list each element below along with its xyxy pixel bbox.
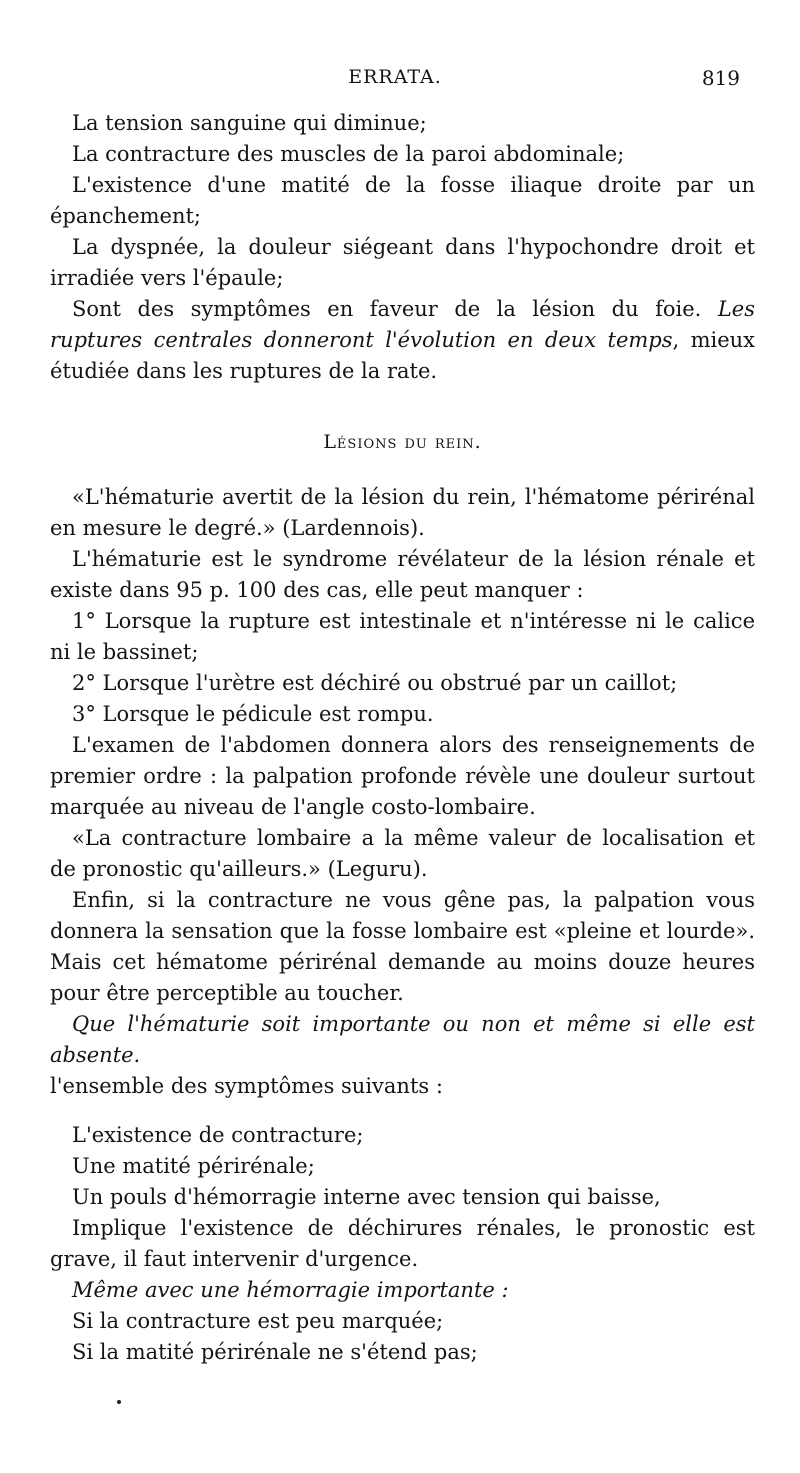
section-paragraph: Enfin, si la contracture ne vous gêne pas, la palpation vous donnera la sensation que la fosse lombaire est «pleine et lourde». Mais cet hématome périrénal demande au moins douze heures pour être perceptible au toucher. (50, 888, 755, 1005)
symptom-item: Une matité périrénale; (72, 1154, 315, 1178)
intro-paragraph: La dyspnée, la douleur siégeant dans l'hypochondre droit et irradiée vers l'épaule; (50, 235, 755, 290)
ink-speck (117, 1400, 121, 1404)
page-number: 819 (701, 66, 740, 90)
section-paragraph: 1° Lorsque la rupture est intestinale et n'intéresse ni le calice ni le bassinet; (50, 609, 755, 664)
running-header (50, 66, 740, 96)
section-paragraph: «La contracture lombaire a la même valeur de localisation et de pronostic qu'ailleurs.» (Leguru). (50, 826, 755, 881)
intro-paragraph: La tension sanguine qui diminue; (72, 111, 427, 135)
italic-lead: Même avec une hémorragie importante : (72, 1278, 509, 1302)
section-paragraph: 2° Lorsque l'urètre est déchiré ou obstrué par un caillot; (72, 671, 678, 695)
intro-closing-paragraph (50, 294, 755, 387)
intro-closing-italic: Les ruptures centrales donneront l'évolution en deux temps (50, 297, 755, 352)
italic-lead: Que l'hématurie soit importante ou non et même si elle est absente. (50, 1012, 755, 1067)
final-item: Si la matité périrénale ne s'étend pas; (72, 1340, 478, 1364)
intro-paragraph: La contracture des muscles de la paroi abdominale; (72, 142, 625, 166)
final-item: Si la contracture est peu marquée; (72, 1309, 444, 1333)
conclusion-paragraph: Implique l'existence de déchirures rénales, le pronostic est grave, il faut intervenir d'urgence. (50, 1216, 755, 1271)
running-title: ERRATA. (348, 66, 442, 88)
section-paragraph: L'hématurie est le syndrome révélateur de la lésion rénale et existe dans 95 p. 100 des cas, elle peut manquer : (50, 547, 755, 602)
intro-closing-tail: , mieux étudiée dans les ruptures de la rate. (50, 328, 755, 383)
intro-closing-text: Sont des symptômes en faveur de la lésion du foie. (72, 297, 718, 321)
intro-paragraph: L'existence d'une matité de la fosse iliaque droite par un épanchement; (50, 173, 755, 228)
symptom-item: L'existence de contracture; (72, 1123, 364, 1147)
section-heading: Lésions du rein. (323, 431, 482, 453)
section-paragraph: L'examen de l'abdomen donnera alors des renseignements de premier ordre : la palpation profonde révèle une douleur surtout marquée au niveau de l'angle costo-lombaire. (50, 733, 755, 819)
symptoms-intro: l'ensemble des symptômes suivants : (50, 1074, 443, 1098)
symptom-item: Un pouls d'hémorragie interne avec tension qui baisse, (72, 1185, 661, 1209)
section-paragraph: 3° Lorsque le pédicule est rompu. (72, 702, 434, 726)
page-body (50, 108, 755, 1368)
section-paragraph: «L'hématurie avertit de la lésion du rein, l'hématome périrénal en mesure le degré.» (Lardennois). (50, 485, 755, 540)
